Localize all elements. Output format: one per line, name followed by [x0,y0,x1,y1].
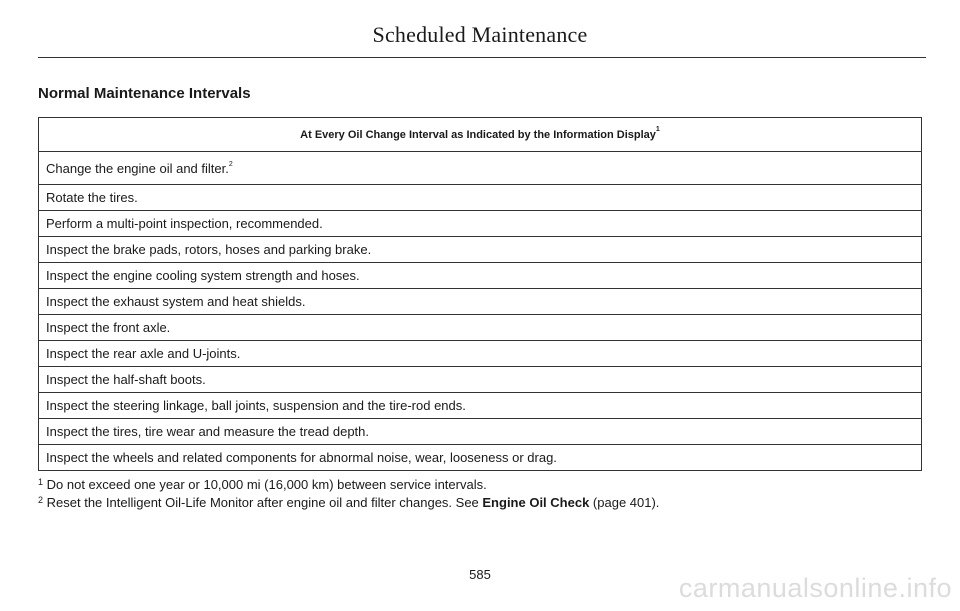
section-title: Normal Maintenance Intervals [38,85,251,102]
footnote-2 [38,494,922,512]
table-row [39,315,922,341]
table-cell [39,152,922,185]
footnote-1 [38,476,922,494]
watermark: carmanualsonline.info [678,573,952,603]
table-header-cell [39,118,922,152]
table-row [39,419,922,445]
table-row [39,289,922,315]
table-cell: Inspect the front axle. [39,315,922,341]
table-row [39,211,922,237]
page-header-title: Scheduled Maintenance [372,22,588,47]
table-cell: Perform a multi-point inspection, recommended. [39,211,922,237]
table-cell: Inspect the half-shaft boots. [39,367,922,393]
table-row [39,393,922,419]
footnote-ref: 1 [655,125,660,133]
table-cell: Rotate the tires. [39,185,922,211]
table-row [39,237,922,263]
row-text: Change the engine oil and filter. [46,160,229,176]
table-row [39,445,922,471]
table-header-text: At Every Oil Change Interval as Indicated by the Information Display [300,128,656,141]
maintenance-table [38,117,922,471]
table-cell: Inspect the steering linkage, ball joints, suspension and the tire-rod ends. [39,393,922,419]
footnote-number: 1 [38,477,44,487]
footnote-page-ref: (page 401). [589,495,660,510]
page-number: 585 [469,567,491,582]
table-row [39,367,922,393]
footnote-text: Reset the Intelligent Oil-Life Monitor after engine oil and filter changes. See [46,495,483,510]
table-cell: Inspect the wheels and related components for abnormal noise, wear, looseness or drag. [39,445,922,471]
table-cell: Inspect the exhaust system and heat shields. [39,289,922,315]
footnotes [38,476,922,512]
table-row [39,152,922,185]
header-divider [38,57,926,58]
table-cell: Inspect the engine cooling system strength and hoses. [39,263,922,289]
table-row [39,341,922,367]
table-cell: Inspect the rear axle and U-joints. [39,341,922,367]
table-header-row [39,118,922,152]
table-row [39,185,922,211]
engine-oil-check-link[interactable]: Engine Oil Check [482,495,590,510]
table-cell: Inspect the tires, tire wear and measure the tread depth. [39,419,922,445]
table-row [39,263,922,289]
footnote-text: Do not exceed one year or 10,000 mi (16,000 km) between service intervals. [46,477,487,492]
table-cell: Inspect the brake pads, rotors, hoses and parking brake. [39,237,922,263]
footnote-ref: 2 [228,160,233,168]
footnote-number: 2 [38,495,44,505]
